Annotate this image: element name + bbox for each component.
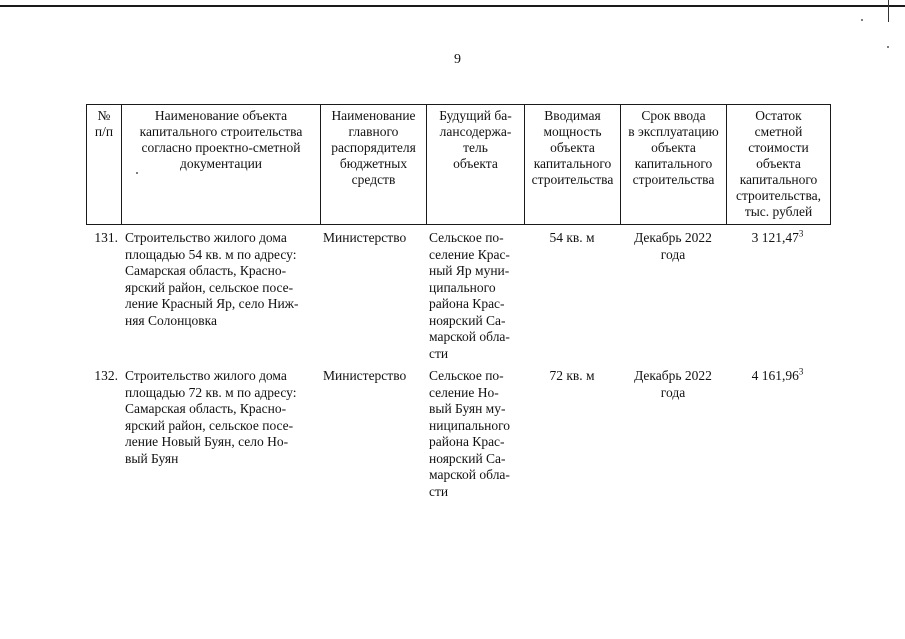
footnote-mark: 3 xyxy=(798,228,804,239)
cost-value: 4 161,96 xyxy=(751,368,799,383)
row-balance-holder: Сельское по- селение Крас- ный Яр муни- ципального района Крас- ноярский Са- марской обла- сти xyxy=(429,230,510,361)
header-number: № п/п xyxy=(87,105,122,224)
row-object-name: Строительство жилого дома площадью 72 кв. м по адресу: Самарская область, Красно- ярский район, сельское посе- ление Новый Буян, село Но- вый Буян xyxy=(125,368,297,466)
header-budget-manager: Наименование главного распорядителя бюджетных средств xyxy=(321,105,427,224)
page-number: 9 xyxy=(454,52,461,67)
row-capacity: 72 кв. м xyxy=(549,368,595,383)
header-object-name: Наименование объекта капитального строительства согласно проектно-сметной документации xyxy=(122,105,321,224)
footnote-mark: 3 xyxy=(798,366,804,377)
scan-speck xyxy=(887,46,889,48)
header-remaining-cost: Остаток сметной стоимости объекта капитального строительства, тыс. рублей xyxy=(735,108,822,219)
row-balance-holder: Сельское по- селение Но- вый Буян му- ниципального района Крас- ноярский Са- марской обла- сти xyxy=(429,368,511,499)
row-capacity: 54 кв. м xyxy=(549,230,595,245)
row-number: 132. xyxy=(94,368,118,383)
header-balance-holder: Будущий ба- лансодержа- тель объекта xyxy=(427,105,525,224)
header-commission-term: Срок ввода в эксплуатацию объекта капитального строительства xyxy=(621,105,727,224)
row-budget-manager: Министерство xyxy=(323,230,407,245)
row-budget-manager: Министерство xyxy=(323,368,407,383)
header-capacity: Вводимая мощность объекта капитального строительства xyxy=(525,105,621,224)
row-commission-term: Декабрь 2022 года xyxy=(634,230,712,262)
scan-speck xyxy=(861,19,863,21)
scan-border-top xyxy=(0,5,905,7)
row-number: 131. xyxy=(94,230,118,245)
row-remaining-cost xyxy=(726,368,829,385)
row-remaining-cost xyxy=(726,230,829,247)
table-header xyxy=(86,104,831,225)
cost-value: 3 121,47 xyxy=(751,230,799,245)
scan-border-right xyxy=(888,0,889,22)
row-commission-term: Декабрь 2022 года xyxy=(634,368,712,400)
row-object-name: Строительство жилого дома площадью 54 кв. м по адресу: Самарская область, Красно- ярский район, сельское посе- ление Красный Яр, село Ниж- няя Солонцовка xyxy=(125,230,299,328)
